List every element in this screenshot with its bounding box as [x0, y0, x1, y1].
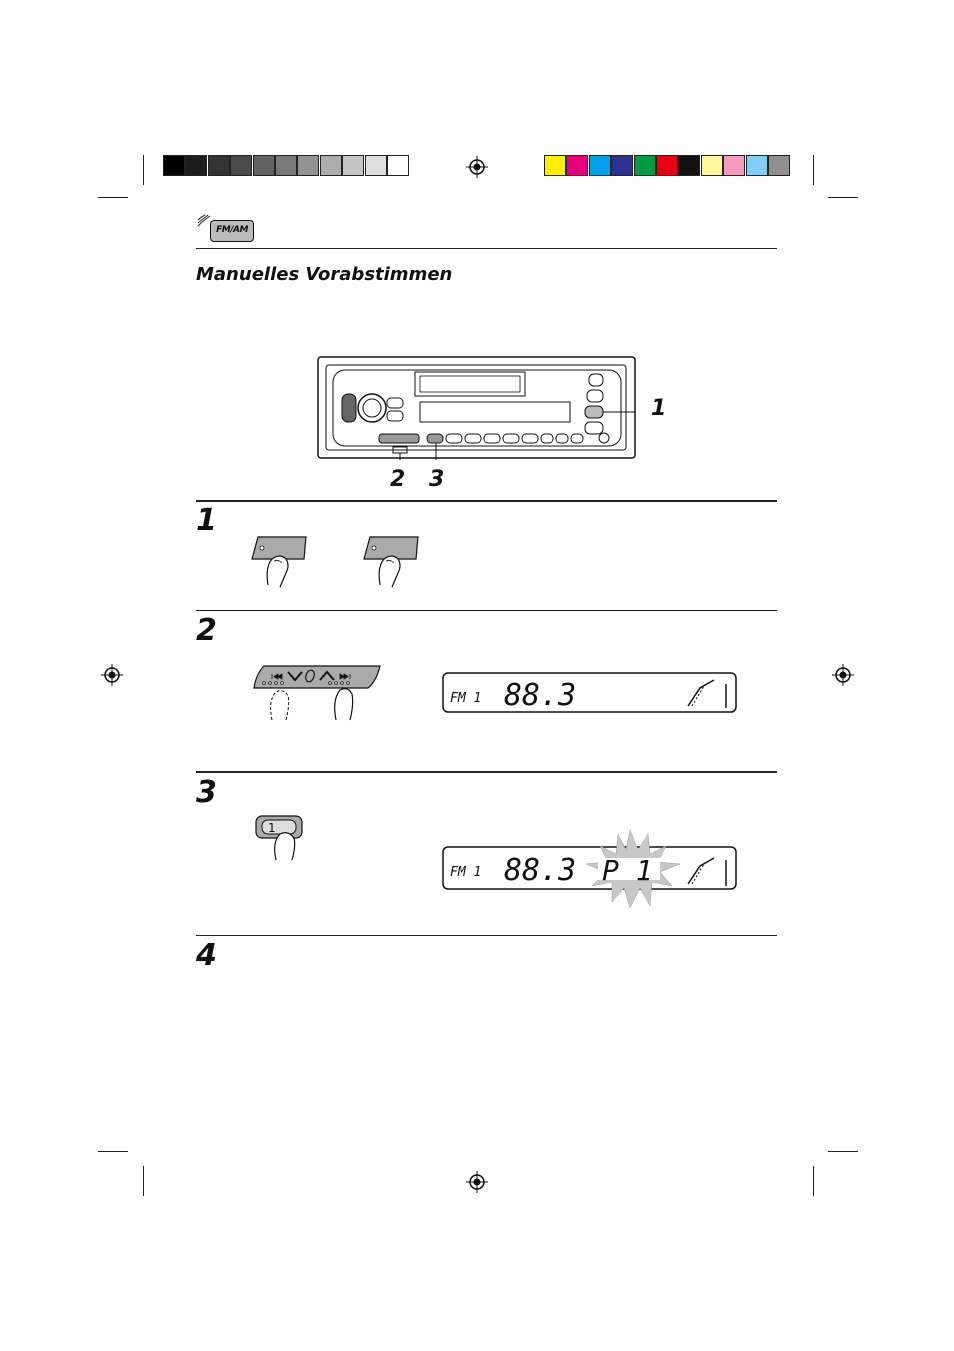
step-3-rule — [196, 771, 777, 773]
display-frequency: 88.3 — [504, 678, 577, 713]
callout-2: 2 — [390, 467, 406, 492]
color-swatch — [611, 155, 633, 176]
registration-mark-icon — [832, 664, 854, 686]
color-swatch — [723, 155, 745, 176]
color-swatch — [544, 155, 566, 176]
crop-mark — [828, 197, 858, 198]
crop-mark — [98, 197, 128, 198]
color-swatch — [208, 155, 230, 176]
lcd-display-1 — [442, 672, 738, 714]
color-swatch — [589, 155, 611, 176]
color-swatch — [701, 155, 723, 176]
fm-am-label: FM/AM — [216, 225, 248, 235]
crop-mark — [813, 155, 814, 185]
finger-press-icon — [254, 812, 310, 862]
callout-3: 3 — [429, 467, 445, 492]
color-swatch — [185, 155, 207, 176]
color-swatch — [275, 155, 297, 176]
step-3-number: 3 — [196, 775, 217, 810]
color-swatch — [634, 155, 656, 176]
color-swatch — [768, 155, 790, 176]
crop-mark — [828, 1151, 858, 1152]
finger-press-icon — [362, 533, 422, 589]
display-preset: P 1 — [602, 854, 653, 887]
crop-mark — [98, 1151, 128, 1152]
callout-1: 1 — [651, 396, 667, 421]
step-2-rule — [196, 610, 777, 611]
color-swatch — [230, 155, 252, 176]
crop-mark — [813, 1166, 814, 1196]
fm-am-mode-icon — [210, 220, 254, 242]
color-swatch — [656, 155, 678, 176]
display-frequency: 88.3 — [504, 853, 577, 888]
color-swatch — [387, 155, 409, 176]
color-swatch — [566, 155, 588, 176]
step-2-number: 2 — [196, 613, 217, 648]
color-swatch — [746, 155, 768, 176]
step-1-rule — [196, 500, 777, 502]
finger-press-icon — [250, 533, 310, 589]
color-swatch — [320, 155, 342, 176]
step-1-number: 1 — [196, 503, 217, 538]
step-4-number: 4 — [196, 938, 217, 973]
car-radio-diagram — [317, 356, 637, 460]
preset-button-label: 1 — [268, 821, 276, 835]
color-swatch — [253, 155, 275, 176]
crop-mark — [143, 1166, 144, 1196]
color-swatch — [678, 155, 700, 176]
step-4-rule — [196, 935, 777, 936]
lcd-display-2 — [442, 828, 738, 912]
seek-rocker-button — [250, 662, 382, 722]
color-swatch — [163, 155, 185, 176]
color-swatch — [365, 155, 387, 176]
display-band: FM 1 — [450, 865, 482, 880]
crop-mark — [143, 155, 144, 185]
header-rule — [196, 248, 777, 249]
registration-mark-icon — [466, 1171, 488, 1193]
section-title: Manuelles Vorabstimmen — [196, 264, 453, 285]
color-swatch — [342, 155, 364, 176]
registration-mark-icon — [101, 664, 123, 686]
color-swatch — [297, 155, 319, 176]
registration-mark-icon — [466, 156, 488, 178]
display-band: FM 1 — [450, 691, 482, 706]
